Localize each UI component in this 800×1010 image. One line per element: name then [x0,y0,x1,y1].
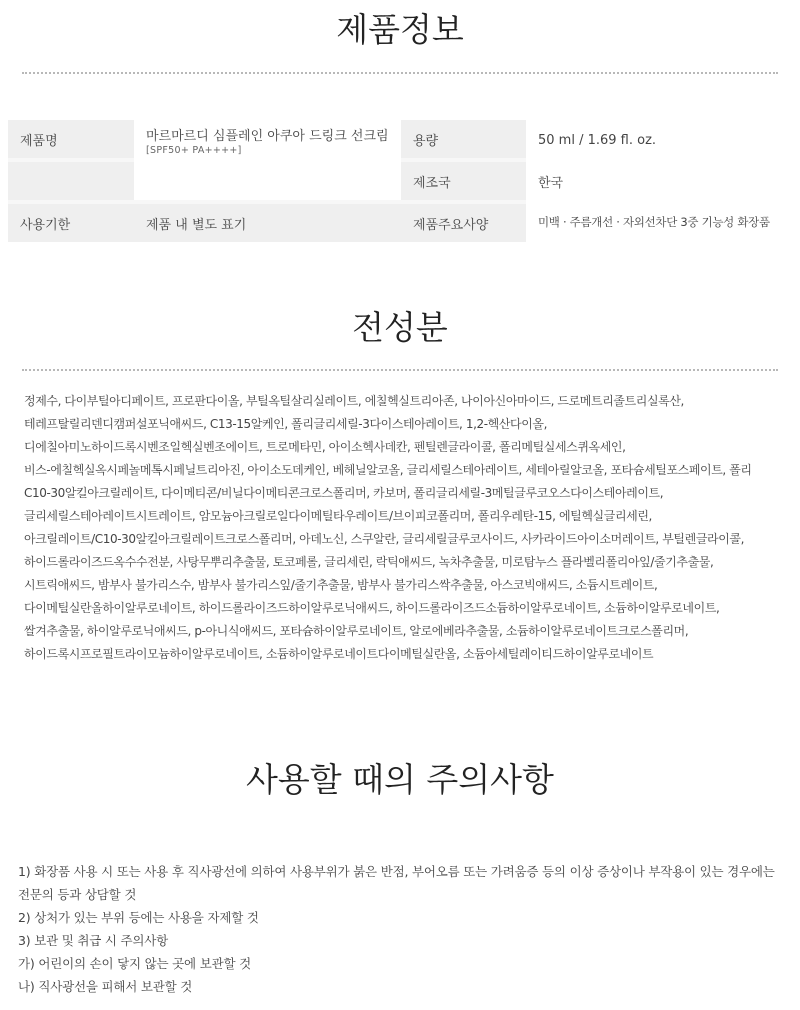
ingredient-line: 비스-에칠헥실옥시페놀메톡시페닐트리아진, 아이소도데케인, 베헤닐알코올, 글리세릴스테아레이트, 세테아릴알코올, 포타슘세틸포스페이트, 폴리 [24,463,752,477]
empty-value-cell [134,160,401,202]
volume-value: 50 ml / 1.69 fl. oz. [526,120,792,160]
volume-label: 용량 [401,120,526,160]
spec-value [526,202,792,242]
ingredient-line: 정제수, 다이부틸아디페이트, 프로판다이올, 부틸옥틸살리실레이트, 에칠헥실트리아존, 나이아신아마이드, 드로메트리졸트리실록산, [24,394,684,408]
info-row-name [8,120,792,160]
caution-line: 전문의 등과 상담할 것 [18,887,137,902]
product-info-title: 제품정보 [336,10,464,49]
product-spf-text: [SPF50+ PA++++] [146,144,242,156]
ingredients-list [24,390,784,666]
ingredient-line: C10-30알킬아크릴레이트, 다이메티콘/비닐다이메티콘크로스폴리머, 카보머, 폴리글리세릴-3메틸글루코오스다이스테아레이트, [24,486,664,500]
info-row-expiry [8,202,792,242]
ingredient-line: 다이메틸실란올하이알루로네이트, 하이드롤라이즈드하이알루로닉애씨드, 하이드롤라이즈드소듐하이알루로네이트, 소듐하이알루로네이트, [24,601,720,615]
product-name-text: 마르마르디 심플레인 아쿠아 드링크 선크림 [146,128,389,144]
caution-list [18,860,788,998]
caution-line: 1) 화장품 사용 시 또는 사용 후 직사광선에 의하여 사용부위가 붉은 반점, 부어오름 또는 가려움증 등의 이상 증상이나 부작용이 있는 경우에는 [18,864,775,879]
spec-label: 제품주요사양 [401,202,526,242]
ingredient-line: 아크릴레이트/C10-30알킬아크릴레이트크로스폴리머, 아데노신, 스쿠알란, 글리세릴글루코사이드, 사카라이드아이소머레이트, 부틸렌글라이콜, [24,532,744,546]
caution-title: 사용할 때의 주의사항 [246,760,554,799]
ingredient-line: 테레프탈릴리덴디캠퍼설포닉애씨드, C13-15알케인, 폴리글리세릴-3다이스테아레이트, 1,2-헥산다이올, [24,417,548,431]
expiry-value: 제품 내 별도 표기 [134,202,401,242]
origin-label: 제조국 [401,160,526,202]
product-info-table [8,120,792,242]
ingredient-line: 하이드록시프로필트라이모늄하이알루로네이트, 소듐하이알루로네이트다이메틸실란올, 소듐아세틸레이티드하이알루로네이트 [24,647,654,661]
origin-value: 한국 [526,160,792,202]
info-row-origin [8,160,792,202]
ingredient-line: 디에칠아미노하이드록시벤조일헥실벤조에이트, 트로메타민, 아이소헥사데칸, 펜틸렌글라이콜, 폴리메틸실세스퀴옥세인, [24,440,626,454]
dotted-divider [22,72,778,74]
ingredient-line: 쌀겨추출물, 하이알루로닉애씨드, p-아니식애씨드, 포타슘하이알루로네이트, 알로에베라추출물, 소듐하이알루로네이트크로스폴리머, [24,624,689,638]
product-name-label: 제품명 [8,120,134,160]
caution-line: 3) 보관 및 취급 시 주의사항 [18,933,169,948]
caution-line: 2) 상처가 있는 부위 등에는 사용을 자제할 것 [18,910,259,925]
caution-line: 가) 어린이의 손이 닿지 않는 곳에 보관할 것 [18,956,251,971]
product-name-value [134,120,401,160]
ingredient-line: 글리세릴스테아레이트시트레이트, 암모늄아크릴로일다이메틸타우레이트/브이피코폴리머, 폴리우레탄-15, 에틸헥실글리세린, [24,509,652,523]
empty-label-cell [8,160,134,202]
ingredient-line: 시트릭애씨드, 밤부사 불가리스수, 밤부사 불가리스잎/줄기추출물, 밤부사 불가리스싹추출물, 아스코빅애씨드, 소듐시트레이트, [24,578,658,592]
ingredient-line: 하이드롤라이즈드옥수수전분, 사탕무뿌리추출물, 토코페롤, 글리세린, 락틱애씨드, 녹차추출물, 미로탐누스 플라벨리폴리아잎/줄기추출물, [24,555,714,569]
dotted-divider [22,369,778,371]
spec-text: 미백 · 주름개선 · 자외선차단 3중 기능성 화장품 [538,215,770,229]
caution-line: 나) 직사광선을 피해서 보관할 것 [18,979,193,994]
expiry-label: 사용기한 [8,202,134,242]
ingredients-title: 전성분 [352,308,448,347]
